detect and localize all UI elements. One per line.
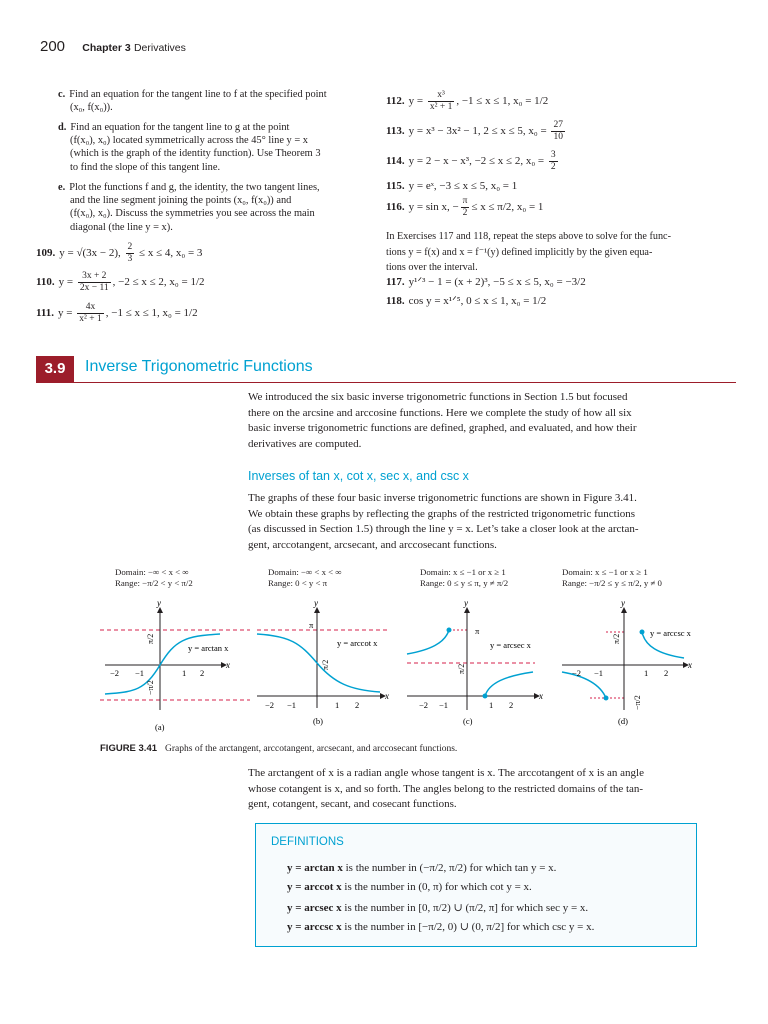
panel-label: (a): [155, 722, 165, 732]
definition-text: is the number in (0, π) for which cot y = x.: [341, 881, 532, 893]
tick-label: 2: [200, 668, 205, 678]
problem-text: y = sin x, −: [408, 201, 459, 214]
problem-number: 109.: [36, 247, 56, 260]
page-number: 200: [40, 38, 66, 55]
denominator: 2: [550, 162, 556, 172]
graph-arctan: [100, 598, 250, 738]
page-header: [40, 38, 186, 55]
problem-number: 118.: [386, 295, 405, 307]
part-text: (x₀, f(x₀)).: [70, 102, 113, 114]
part-text: to find the slope of this tangent line.: [70, 161, 221, 173]
paragraph-line: whose cotangent is x, and so forth. The angles belong to the restricted domains of the tan-: [248, 782, 644, 795]
problem-number: 114.: [386, 155, 405, 168]
graph-d-labels: [562, 567, 662, 589]
part-label: d.: [58, 122, 67, 133]
part-label: c.: [58, 89, 66, 100]
pi-label: π: [309, 620, 314, 630]
arcsec-left-branch: [407, 630, 449, 654]
chapter-label: Chapter 3: [82, 42, 131, 54]
problem-text: y =: [58, 307, 73, 320]
exercise-intro: [386, 229, 701, 276]
endpoint-dot: [640, 630, 645, 635]
paragraph-line: We introduced the six basic inverse trigonometric functions in Section 1.5 but focused: [248, 391, 628, 403]
y-label: y: [621, 598, 625, 608]
fraction: [549, 150, 558, 173]
definitions-title: DEFINITIONS: [271, 836, 344, 848]
chapter-name: Derivatives: [133, 42, 186, 54]
tick-label: −1: [287, 700, 297, 710]
problem-text: , −2 ≤ x ≤ 2, x₀ = 1/2: [112, 276, 205, 289]
exercise-part-d: [58, 121, 358, 174]
fraction: [126, 242, 135, 265]
tick-label: −1: [135, 668, 145, 678]
neg-pi-half-label: −π/2: [146, 680, 155, 695]
pi-half-label: π/2: [612, 633, 621, 644]
problem-text: y =: [408, 95, 424, 108]
paragraph-line: derivatives are computed.: [248, 437, 362, 450]
problem-109: [36, 242, 202, 265]
arcsec-right-branch: [485, 672, 533, 696]
problem-text: y¹ᐟ³ − 1 = (x + 2)³, −5 ≤ x ≤ 5, x₀ = −3/2: [408, 276, 586, 288]
problem-text: y = √(3x − 2),: [59, 247, 121, 260]
problem-118: [386, 294, 546, 307]
paragraph-line: gent, arccotangent, arcsecant, and arccosecant functions.: [248, 538, 497, 551]
panel-label: (b): [313, 716, 323, 726]
graph-arccsc: [560, 598, 710, 738]
tick-label: 1: [182, 668, 187, 678]
exercise-part-e: [58, 181, 358, 234]
numerator: x³: [428, 90, 454, 102]
problem-text: ≤ x ≤ π/2, x₀ = 1: [471, 201, 544, 214]
problem-number: 111.: [36, 307, 55, 320]
definition-arcsec: [287, 901, 588, 914]
curve-label: y = arccsc x: [650, 628, 691, 638]
graph-b-labels: [268, 567, 342, 589]
problem-text: y = eˣ, −3 ≤ x ≤ 5, x₀ = 1: [408, 180, 518, 192]
range-label: Range: −π/2 < y < π/2: [115, 578, 193, 588]
graph-c-labels: [420, 567, 508, 589]
paragraph-line: We obtain these graphs by reflecting the graphs of the restricted trigonometric functions: [248, 507, 636, 520]
tick-label: −2: [110, 668, 120, 678]
domain-label: Domain: −∞ < x < ∞: [268, 567, 342, 577]
definition-arccot: [287, 881, 532, 893]
problem-110: [36, 271, 205, 294]
part-text: Find an equation for the tangent line to g at the point: [70, 122, 290, 133]
paragraph-line: (as discussed in Section 1.5) through the line y = x. Let’s take a closer look at the arctan-: [248, 523, 639, 535]
figure-caption: [100, 743, 457, 754]
range-label: Range: −π/2 ≤ y ≤ π/2, y ≠ 0: [562, 578, 662, 588]
tick-label: −1: [439, 700, 449, 710]
part-label: e.: [58, 182, 66, 193]
subsection-title: Inverses of tan x, cot x, sec x, and csc x: [248, 469, 469, 483]
part-text: Plot the functions f and g, the identity, the two tangent lines,: [69, 182, 320, 193]
definition-arccsc: [287, 920, 594, 933]
intro-line: tions y = f(x) and x = f⁻¹(y) defined implicitly by the given equa-: [386, 246, 653, 258]
problem-111: [36, 302, 198, 325]
definition-intro-paragraph: [248, 766, 700, 813]
paragraph-line: there on the arcsine and arccosine functions. Here we complete the study of how all six: [248, 406, 632, 419]
definition-term: y = arccot x: [287, 881, 342, 893]
graph-arccot: [255, 598, 405, 738]
neg-pi-half-label: −π/2: [633, 695, 642, 710]
problem-number: 116.: [386, 201, 405, 214]
denominator: 2x − 11: [79, 283, 109, 293]
pi-half-label: π/2: [321, 659, 330, 670]
y-label: y: [314, 598, 318, 608]
figure-caption-text: Graphs of the arctangent, arccotangent, arcsecant, and arccosecant functions.: [165, 744, 458, 754]
x-label: x: [385, 691, 389, 701]
definition-arctan: [287, 862, 556, 874]
denominator: x² + 1: [429, 102, 453, 112]
pi-half-label: π/2: [146, 633, 155, 644]
exercise-part-c: [58, 88, 358, 114]
problem-text: y =: [58, 276, 74, 289]
tick-label: 2: [664, 668, 669, 678]
problem-113: [386, 120, 567, 143]
numerator: 3x + 2: [78, 271, 111, 283]
part-text: diagonal (the line y = x).: [70, 221, 173, 233]
definition-term: y = arccsc x: [287, 921, 342, 933]
problem-text: cos y = x¹ᐟ⁵, 0 ≤ x ≤ 1, x₀ = 1/2: [408, 295, 547, 307]
domain-label: Domain: −∞ < x < ∞: [115, 567, 189, 577]
tick-label: 2: [509, 700, 514, 710]
pi-label: π: [475, 626, 480, 636]
section-title: Inverse Trigonometric Functions: [85, 358, 313, 375]
section-number: 3.9: [36, 356, 74, 382]
intro-line: tions over the interval.: [386, 262, 478, 273]
tick-label: −2: [265, 700, 275, 710]
problem-115: [386, 180, 517, 192]
denominator: x² + 1: [79, 314, 102, 324]
panel-label: (c): [463, 716, 473, 726]
definition-term: y = arcsec x: [287, 902, 342, 914]
definition-text: is the number in (−π/2, π/2) for which tan y = x.: [342, 862, 557, 874]
paragraph-line: basic inverse trigonometric functions are defined, graphed, and evaluated, and how their: [248, 422, 637, 434]
problem-number: 113.: [386, 125, 405, 138]
part-text: and the line segment joining the points (x₀, f(x₀)) and: [70, 195, 292, 207]
endpoint-dot: [447, 628, 452, 633]
tick-label: 1: [335, 700, 340, 710]
part-text: (f(x₀), x₀). Discuss the symmetries you see across the main: [70, 208, 315, 220]
problem-117: [386, 275, 586, 288]
part-text: Find an equation for the tangent line to f at the specified point: [69, 89, 327, 100]
problem-number: 117.: [386, 276, 405, 288]
problem-text: , −1 ≤ x ≤ 1, x₀ = 1/2: [105, 307, 198, 320]
tick-label: −2: [572, 668, 582, 678]
fraction: [78, 271, 111, 294]
problem-text: y = 2 − x − x³, −2 ≤ x ≤ 2, x₀ =: [408, 155, 545, 168]
part-text: (f(x₀), x₀) located symmetrically across the 45° line y = x: [70, 135, 308, 147]
problem-number: 110.: [36, 276, 55, 289]
graph-a-labels: [115, 567, 193, 589]
numerator: 27: [553, 120, 563, 130]
denominator: 2: [462, 208, 468, 218]
domain-label: Domain: x ≤ −1 or x ≥ 1: [420, 567, 506, 577]
section-rule: [36, 382, 736, 383]
fraction: [77, 302, 103, 325]
domain-label: Domain: x ≤ −1 or x ≥ 1: [562, 567, 648, 577]
definition-text: is the number in [0, π/2) ∪ (π/2, π] for which sec y = x.: [341, 902, 589, 914]
problem-116: [386, 196, 543, 219]
intro-paragraph: [248, 390, 700, 452]
curve-label: y = arcsec x: [490, 640, 531, 650]
range-label: Range: 0 ≤ y ≤ π, y ≠ π/2: [420, 578, 509, 588]
endpoint-dot: [604, 696, 609, 701]
range-label: Range: 0 < y < π: [268, 578, 328, 588]
x-label: x: [688, 660, 692, 670]
graphs-paragraph: [248, 491, 700, 553]
part-text: (which is the graph of the identity function). Use Theorem 3: [70, 148, 321, 160]
figure-label: FIGURE 3.41: [100, 743, 158, 754]
definition-term: y = arctan x: [287, 862, 343, 874]
pi-half-label: π/2: [457, 663, 466, 674]
paragraph-line: gent, cotangent, secant, and cosecant functions.: [248, 798, 457, 810]
curve-label: y = arctan x: [188, 643, 229, 653]
problem-text: y = x³ − 3x² − 1, 2 ≤ x ≤ 5, x₀ =: [408, 125, 547, 138]
denominator: 10: [553, 132, 563, 142]
paragraph-line: The arctangent of x is a radian angle whose tangent is x. The arccotangent of x is an angle: [248, 767, 644, 779]
numerator: π: [462, 196, 468, 206]
y-label: y: [157, 598, 161, 608]
fraction: [461, 196, 470, 219]
definition-text: is the number in [−π/2, 0) ∪ (0, π/2] for which csc y = x.: [341, 921, 595, 933]
endpoint-dot: [483, 694, 488, 699]
tick-label: −1: [594, 668, 604, 678]
problem-text: , −1 ≤ x ≤ 1, x₀ = 1/2: [456, 95, 549, 108]
tick-label: 1: [644, 668, 649, 678]
x-label: x: [539, 691, 543, 701]
problem-112: [386, 90, 548, 113]
problem-number: 112.: [386, 95, 405, 108]
tick-label: −2: [419, 700, 429, 710]
problem-text: ≤ x ≤ 4, x₀ = 3: [139, 247, 203, 260]
fraction: [428, 90, 454, 113]
x-label: x: [226, 660, 230, 670]
intro-line: In Exercises 117 and 118, repeat the steps above to solve for the func-: [386, 231, 671, 242]
numerator: 3: [550, 150, 556, 160]
curve-label: y = arccot x: [337, 638, 378, 648]
tick-label: 2: [355, 700, 360, 710]
panel-label: (d): [618, 716, 628, 726]
fraction: [551, 120, 565, 143]
denominator: 3: [127, 254, 133, 264]
graph-arcsec: [405, 598, 555, 738]
y-label: y: [464, 598, 468, 608]
tick-label: 1: [489, 700, 494, 710]
problem-number: 115.: [386, 180, 405, 192]
numerator: 2: [127, 242, 133, 252]
numerator: 4x: [77, 302, 103, 314]
paragraph-line: The graphs of these four basic inverse trigonometric functions are shown in Figure 3.41.: [248, 492, 637, 504]
problem-114: [386, 150, 560, 173]
